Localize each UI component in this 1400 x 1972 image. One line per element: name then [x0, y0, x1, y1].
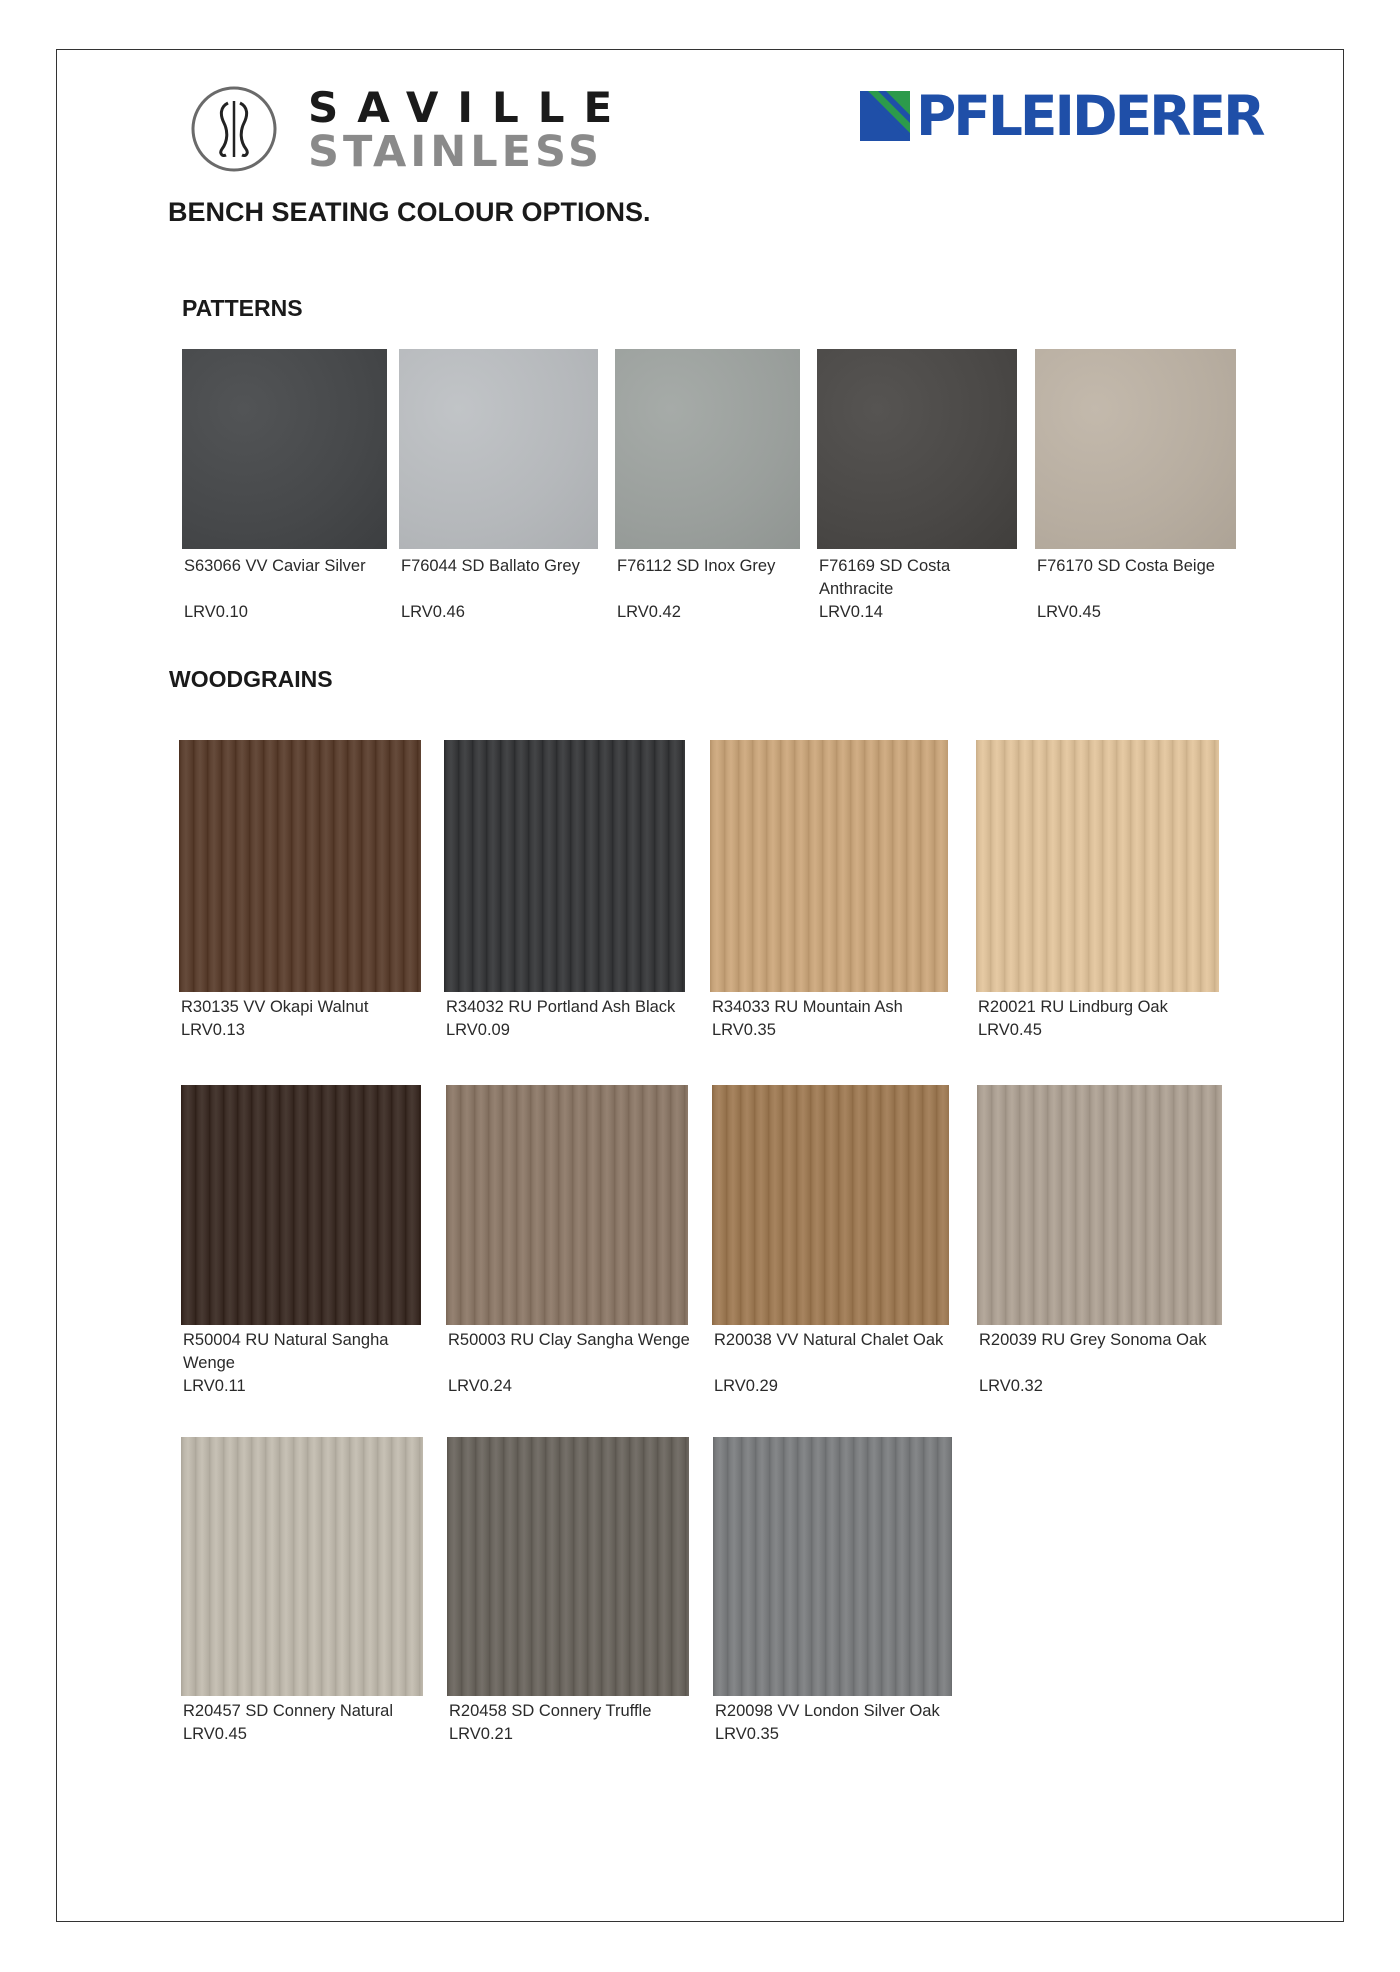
- pattern-swatch-sample: [615, 349, 800, 549]
- pattern-swatch-lrv: LRV0.10: [184, 603, 248, 621]
- pattern-swatch-name: S63066 VV Caviar Silver: [184, 557, 366, 575]
- saville-wordmark: SAVILLE: [308, 83, 632, 132]
- woodgrain-swatch-sample: [444, 740, 685, 992]
- woodgrain-swatch-name: R34033 RU Mountain Ash: [712, 998, 903, 1016]
- woodgrain-swatch-sample: [977, 1085, 1222, 1325]
- pattern-swatch-lrv: LRV0.45: [1037, 603, 1101, 621]
- woodgrain-swatch-sample: [976, 740, 1219, 992]
- woodgrain-swatch-lrv: LRV0.09: [446, 1021, 510, 1039]
- pattern-swatch-sample: [399, 349, 598, 549]
- woodgrain-swatch-name: R20458 SD Connery Truffle: [449, 1702, 652, 1720]
- woodgrains-heading: WOODGRAINS: [169, 666, 333, 692]
- woodgrain-swatch-lrv: LRV0.24: [448, 1377, 512, 1395]
- pattern-swatch-sample: [817, 349, 1017, 549]
- pattern-swatch-lrv: LRV0.14: [819, 603, 883, 621]
- pattern-swatch-name: F76044 SD Ballato Grey: [401, 557, 580, 575]
- woodgrain-swatch-name: R20038 VV Natural Chalet Oak: [714, 1331, 944, 1349]
- woodgrain-swatch-name: R34032 RU Portland Ash Black: [446, 998, 676, 1016]
- pattern-swatch-name: F76170 SD Costa Beige: [1037, 557, 1215, 575]
- patterns-heading: PATTERNS: [182, 295, 303, 321]
- pattern-swatch-lrv: LRV0.42: [617, 603, 681, 621]
- woodgrain-swatch-lrv: LRV0.35: [715, 1725, 779, 1743]
- woodgrain-swatch-name: R30135 VV Okapi Walnut: [181, 998, 369, 1016]
- woodgrain-swatch-lrv: LRV0.29: [714, 1377, 778, 1395]
- woodgrain-swatch-name: R20098 VV London Silver Oak: [715, 1702, 940, 1720]
- woodgrain-swatch-name: R20457 SD Connery Natural: [183, 1702, 394, 1720]
- woodgrain-swatch-name: R20021 RU Lindburg Oak: [978, 998, 1168, 1016]
- woodgrain-swatch-sample: [181, 1085, 421, 1325]
- pattern-swatch-name: F76112 SD Inox Grey: [617, 557, 776, 575]
- pattern-swatch-lrv: LRV0.46: [401, 603, 465, 621]
- pfleiderer-logo: [860, 84, 1263, 148]
- woodgrain-swatch-sample: [710, 740, 948, 992]
- pattern-swatch-sample: [182, 349, 387, 549]
- woodgrain-swatch-sample: [713, 1437, 952, 1696]
- stainless-wordmark: STAINLESS: [308, 127, 604, 177]
- saville-emblem-icon: [190, 85, 278, 173]
- woodgrain-swatch-lrv: LRV0.35: [712, 1021, 776, 1039]
- woodgrain-swatch-sample: [712, 1085, 949, 1325]
- woodgrain-swatch-lrv: LRV0.11: [183, 1377, 246, 1395]
- pattern-swatch-sample: [1035, 349, 1236, 549]
- woodgrain-swatch-lrv: LRV0.45: [183, 1725, 247, 1743]
- woodgrain-swatch-name: R50003 RU Clay Sangha Wenge: [448, 1331, 690, 1349]
- woodgrain-swatch-name: R20039 RU Grey Sonoma Oak: [979, 1331, 1207, 1349]
- page-title: BENCH SEATING COLOUR OPTIONS.: [168, 197, 651, 227]
- saville-stainless-logo: [190, 85, 650, 175]
- pfleiderer-mark-icon: [860, 91, 910, 141]
- woodgrain-swatch-sample: [179, 740, 421, 992]
- woodgrain-swatch-lrv: LRV0.45: [978, 1021, 1042, 1039]
- woodgrain-swatch-sample: [181, 1437, 423, 1696]
- woodgrain-swatch-lrv: LRV0.13: [181, 1021, 245, 1039]
- pfleiderer-wordmark: PFLEIDERER: [916, 84, 1263, 148]
- woodgrain-swatch-lrv: LRV0.32: [979, 1377, 1043, 1395]
- woodgrain-swatch-lrv: LRV0.21: [449, 1725, 513, 1743]
- woodgrain-swatch-sample: [447, 1437, 689, 1696]
- woodgrain-swatch-name: R50004 RU Natural Sangha Wenge: [183, 1331, 389, 1372]
- pattern-swatch-name: F76169 SD Costa Anthracite: [819, 557, 951, 598]
- woodgrain-swatch-sample: [446, 1085, 688, 1325]
